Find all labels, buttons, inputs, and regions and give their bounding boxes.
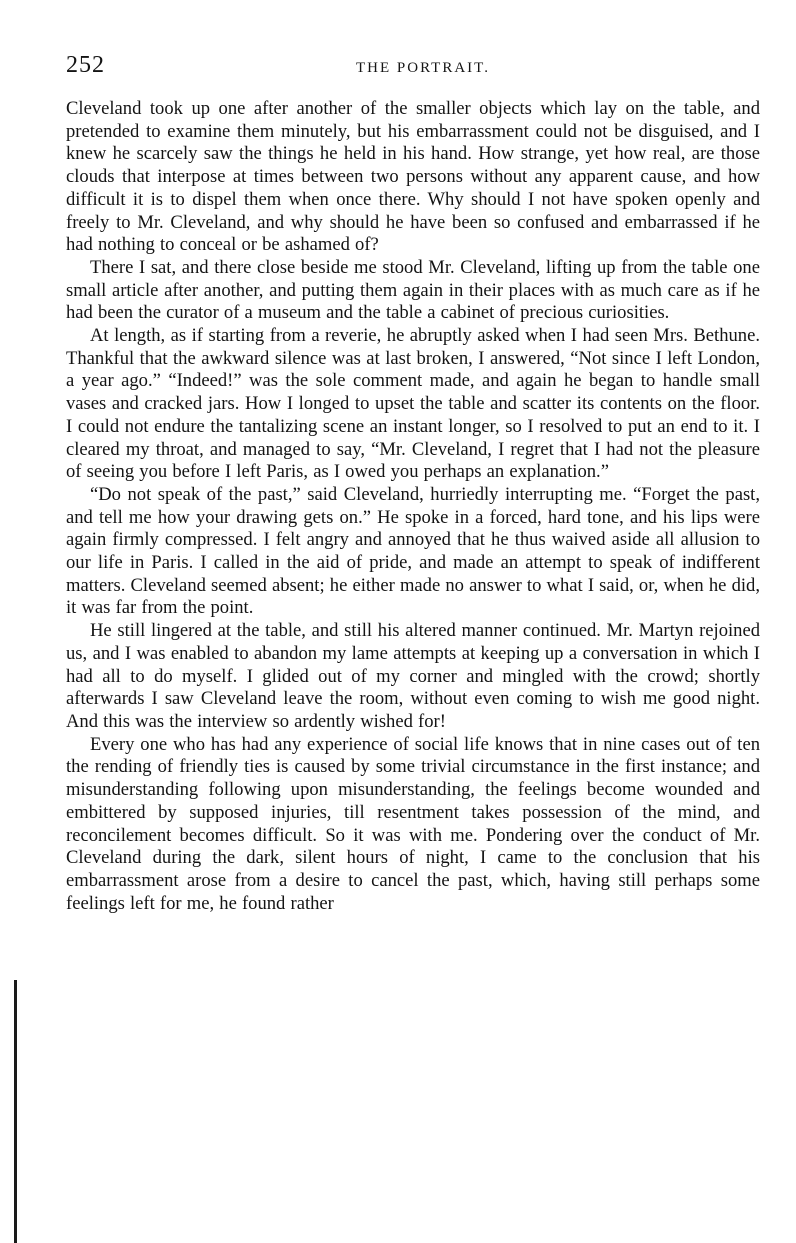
page-number: 252	[66, 52, 105, 78]
paragraph: He still lingered at the table, and still his altered manner continued. Mr. Martyn rejoined us, and I was enabled to abandon my lame attempts at keeping up a conversation in which I had all to do myself. I glided out of my corner and mingled with the crowd; shortly afterwards I saw Cleveland leave the room, without even coming to wish me good night. And this was the interview so ardently wished for!	[66, 620, 760, 732]
paragraph: There I sat, and there close beside me stood Mr. Cleveland, lifting up from the table one small article after another, and putting them again in their places with as much care as if he had been the curator of a museum and the table a cabinet of precious curiosities.	[66, 256, 760, 324]
paragraph: Cleveland took up one after another of the smaller objects which lay on the table, and pretended to examine them minutely, but his embarrassment could not be disguised, and I knew he scarcely saw the things he held in his hand. How strange, yet how real, are those clouds that interpose at times between two persons without any apparent cause, and how difficult it is to dispel them when once there. Why should I not have spoken openly and freely to Mr. Cleveland, and why should he have been so confused and embarrassed if he had nothing to conceal or be ashamed of?	[66, 98, 760, 256]
page-edge-rule	[14, 980, 17, 1243]
running-title: THE PORTRAIT.	[356, 60, 490, 76]
paragraph: Every one who has had any experience of social life knows that in nine cases out of ten the rending of friendly ties is caused by some trivial circumstance in the first instance; and misunderstanding following upon misunderstanding, the feelings become wounded and embittered by supposed injuries, till resentment takes possession of the mind, and reconcilement becomes difficult. So it was with me. Pondering over the conduct of Mr. Cleveland during the dark, silent hours of night, I came to the conclusion that his embarrassment arose from a desire to cancel the past, which, having still perhaps some feelings left for me, he found rather	[66, 733, 760, 914]
body-text	[66, 98, 760, 915]
running-head	[66, 52, 760, 86]
paragraph: “Do not speak of the past,” said Cleveland, hurriedly interrupting me. “Forget the past, and tell me how your drawing gets on.” He spoke in a forced, hard tone, and his lips were again firmly compressed. I felt angry and annoyed that he thus waived aside all allusion to our life in Paris. I called in the aid of pride, and made an attempt to speak of indifferent matters. Cleveland seemed absent; he either made no answer to what I said, or, when he did, it was far from the point.	[66, 483, 760, 619]
paragraph: At length, as if starting from a reverie, he abruptly asked when I had seen Mrs. Bethune. Thankful that the awkward silence was at last broken, I answered, “Not since I left London, a year ago.” “Indeed!” was the sole comment made, and again he began to handle small vases and cracked jars. How I longed to upset the table and scatter its contents on the floor. I could not endure the tantalizing scene an instant longer, so I resolved to put an end to it. I cleared my throat, and managed to say, “Mr. Cleveland, I regret that I had not the pleasure of seeing you before I left Paris, as I owed you perhaps an explanation.”	[66, 325, 760, 483]
